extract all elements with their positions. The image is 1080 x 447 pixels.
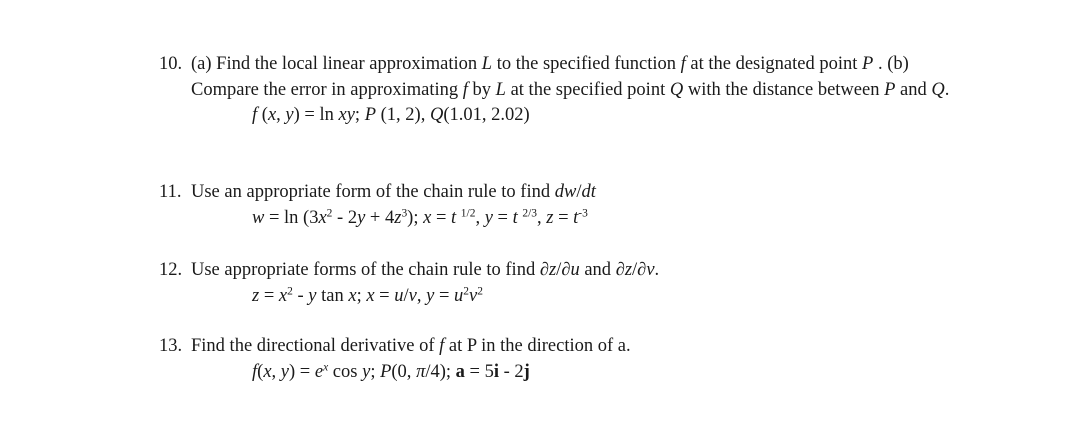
- problem-statement: (a) Find the local linear approximation L to the specified function f at the designated point P . (b) Compare the error in approximating f by L at the specified point Q with the distance between P and Q.: [191, 54, 950, 100]
- problem-number: 12.: [159, 260, 183, 280]
- problem-number: 13.: [159, 336, 183, 356]
- problem-number: 11.: [159, 182, 182, 202]
- problem-formula: $z = x^2 - y$ tan x; x = u/v, $y = u^2v^2$: [252, 285, 483, 306]
- problem-13: [159, 334, 959, 385]
- problem-12: [159, 258, 959, 309]
- problem-statement: Find the directional derivative of f at P in the direction of a.: [191, 336, 631, 356]
- problem-11: [159, 180, 959, 231]
- problem-formula: f (x, y) = ln xy; P (1, 2), Q(1.01, 2.02): [252, 105, 530, 125]
- problem-statement: Use appropriate forms of the chain rule to find ∂z/∂u and ∂z/∂v.: [191, 260, 660, 280]
- problem-number: 10.: [159, 54, 183, 74]
- problem-statement: Use an appropriate form of the chain rule to find dw/dt: [191, 182, 596, 202]
- problem-10: [159, 52, 959, 129]
- problem-formula: f(x, $y) = e^x$ cos y; P(0, π/4); a = 5i - 2j: [252, 361, 530, 382]
- problem-formula: $w = \ln (3x^2 - 2y + 4z^3)$; x = t $^{1/2}$, y = t $^{2/3}$, $z = t^{-3}$: [252, 207, 588, 228]
